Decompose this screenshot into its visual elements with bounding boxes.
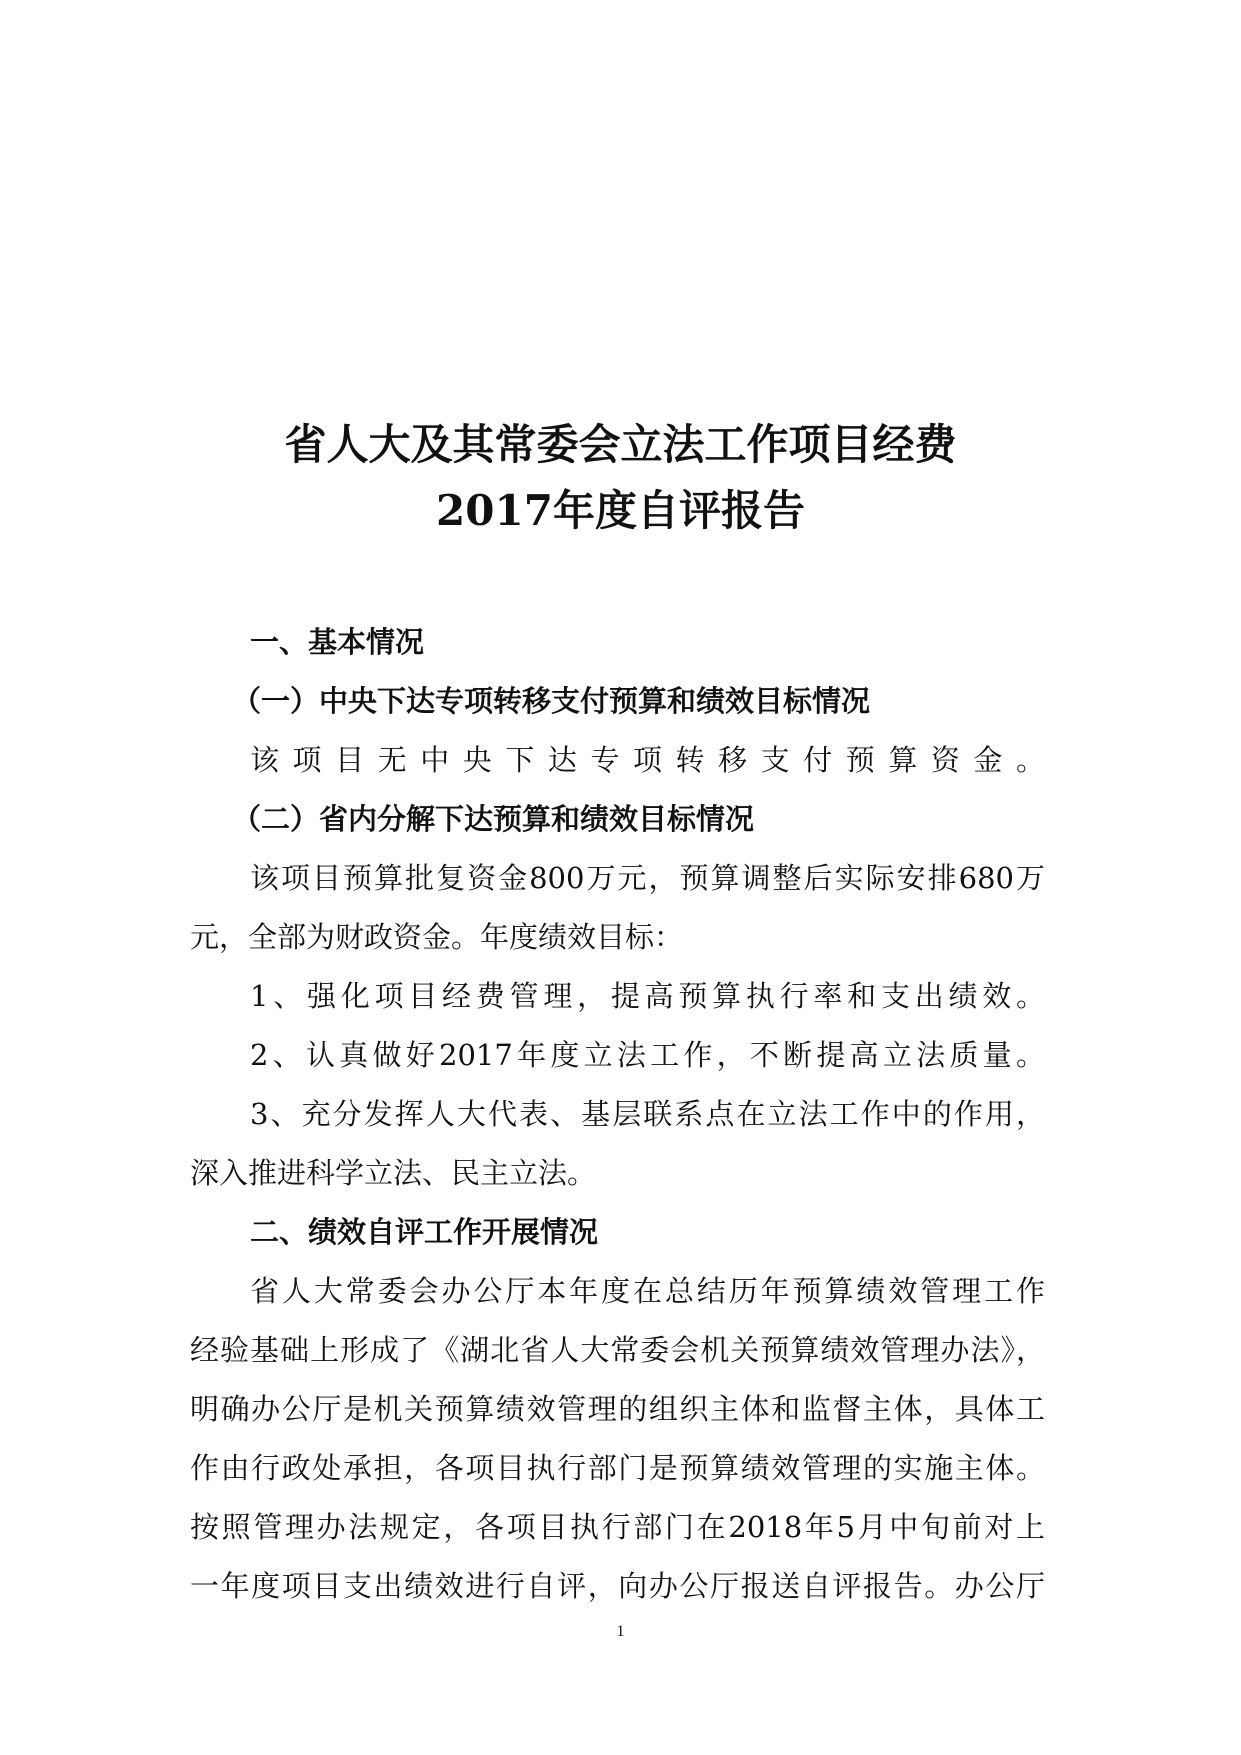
section-heading-basic-info: 一、基本情况 xyxy=(250,625,425,659)
section-heading-self-evaluation: 二、绩效自评工作开展情况 xyxy=(250,1215,599,1249)
paragraph-line: 1、强化项目经费管理，提高预算执行率和支出绩效。 xyxy=(250,979,1045,1013)
paragraph-line: 省人大常委会办公厅本年度在总结历年预算绩效管理工作 xyxy=(250,1274,1045,1308)
paragraph-line: 明确办公厅是机关预算绩效管理的组织主体和监督主体，具体工 xyxy=(190,1392,1045,1426)
paragraph-line: 该项目无中央下达专项转移支付预算资金。 xyxy=(250,743,1045,777)
paragraph-line: 深入推进科学立法、民主立法。 xyxy=(190,1156,597,1190)
paragraph-line: 作由行政处承担，各项目执行部门是预算绩效管理的实施主体。 xyxy=(190,1451,1045,1485)
paragraph-line: 按照管理办法规定，各项目执行部门在2018年5月中旬前对上 xyxy=(190,1510,1045,1544)
document-body xyxy=(190,613,1045,1616)
paragraph-line: 经验基础上形成了《湖北省人大常委会机关预算绩效管理办法》， xyxy=(190,1333,1045,1367)
page-number: 1 xyxy=(616,1623,625,1640)
document-title-line-2: 2017年度自评报告 xyxy=(436,486,805,535)
paragraph-line: 元，全部为财政资金。年度绩效目标： xyxy=(190,920,684,954)
paragraph-line: 该项目预算批复资金800万元，预算调整后实际安排680万 xyxy=(250,861,1045,895)
subsection-heading-provincial-budget: （二）省内分解下达预算和绩效目标情况 xyxy=(232,802,755,836)
paragraph-line: 2、认真做好2017年度立法工作，不断提高立法质量。 xyxy=(250,1038,1045,1072)
paragraph-line: 一年度项目支出绩效进行自评，向办公厅报送自评报告。办公厅 xyxy=(190,1569,1045,1603)
subsection-heading-central-transfer: （一）中央下达专项转移支付预算和绩效目标情况 xyxy=(232,684,871,718)
document-title-line-1: 省人大及其常委会立法工作项目经费 xyxy=(284,420,957,469)
paragraph-line: 3、充分发挥人大代表、基层联系点在立法工作中的作用， xyxy=(250,1097,1045,1131)
